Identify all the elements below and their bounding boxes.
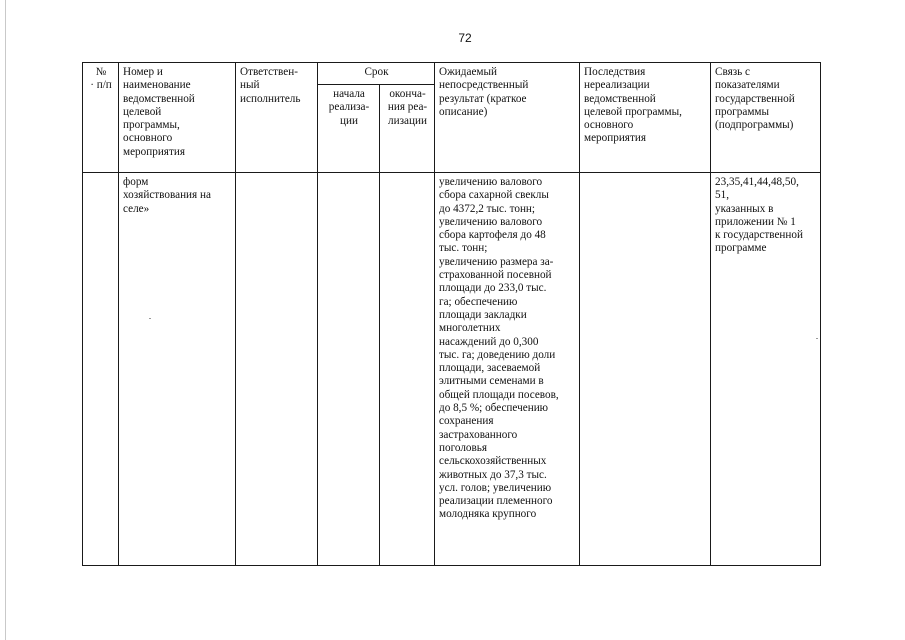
cell-indicator-link: 23,35,41,44,48,50, 51, указанных в приложении № 1 к государственной программе — [711, 173, 821, 566]
cell-expected-result: увеличению валового сбора сахарной свеклы до 4372,2 тыс. тонн; увеличению валового сбора картофеля до 48 тыс. тонн; увеличению размера за- страхованной посевной площади до 233,0 тыс. га; обеспечению площади закладки многолетних насаждений до 0,300 тыс. га; доведению доли площади, засеваемой элитными семенами в общей площади посевов, до 8,5 %; обеспечению сохранения застрахованного поголовья сельскохозяйственных животных до 37,3 тыс. усл. голов; увеличению реализации племенного молодняка крупного — [435, 173, 580, 566]
header-consequences: Последствия нереализации ведомственной целевой программы, основного мероприятия — [580, 63, 711, 173]
header-term-end: оконча- ния реа- лизации — [380, 85, 435, 173]
table-header-row — [83, 63, 821, 85]
header-program: Номер и наименование ведомственной целевой программы, основного мероприятия — [119, 63, 236, 173]
cell-number — [83, 173, 119, 566]
cell-executor — [236, 173, 318, 566]
header-term-start: начала реализа- ции — [318, 85, 380, 173]
scan-dot — [149, 318, 151, 319]
page-number: 72 — [458, 31, 472, 45]
header-expected-result: Ожидаемый непосредственный результат (краткое описание) — [435, 63, 580, 173]
program-table — [82, 62, 821, 566]
cell-term-start — [318, 173, 380, 566]
scan-dot — [816, 338, 818, 339]
scan-edge-line — [5, 0, 6, 640]
cell-term-end — [380, 173, 435, 566]
cell-consequences — [580, 173, 711, 566]
header-indicator-link: Связь с показателями государственной программы (подпрограммы) — [711, 63, 821, 173]
header-executor: Ответствен- ный исполнитель — [236, 63, 318, 173]
table-row — [83, 173, 821, 566]
header-number: № · п/п — [83, 63, 119, 173]
header-term: Срок — [318, 63, 435, 85]
cell-program: форм хозяйствования на селе» — [119, 173, 236, 566]
